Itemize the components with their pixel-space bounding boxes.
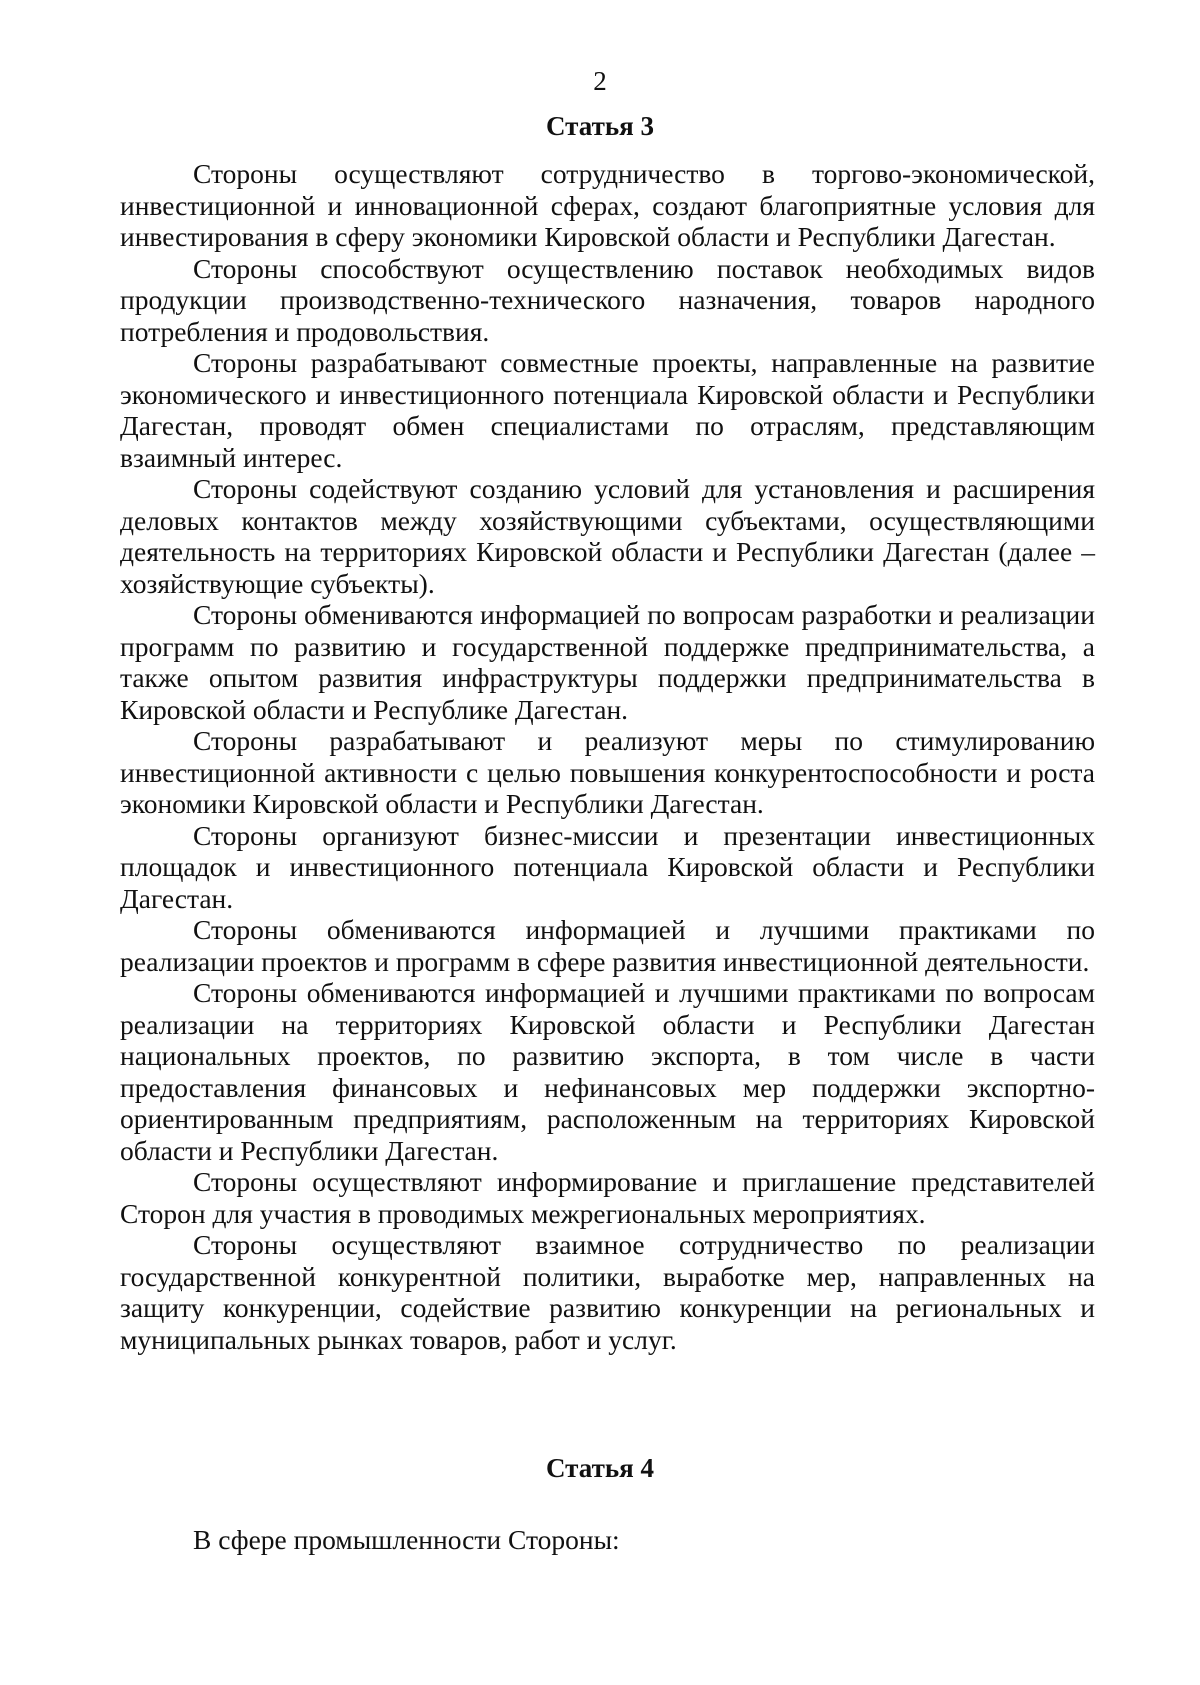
article-4-heading: Статья 4 <box>546 1453 654 1483</box>
article-3-paragraph-11: Стороны осуществляют взаимное сотрудничество по реализации государственной конкурентной политики, выработке мер, направленных на защиту конкуренции, содействие развитию конкуренции на региональных и муниципальных рынках товаров, работ и услуг. <box>120 1229 1095 1355</box>
article-3-body <box>120 158 1095 1355</box>
article-3-paragraph-2: Стороны способствуют осуществлению поставок необходимых видов продукции производственно-технического назначения, товаров народного потребления и продовольствия. <box>120 252 1095 347</box>
article-3-heading: Статья 3 <box>546 111 654 141</box>
article-3-paragraph-1: Стороны осуществляют сотрудничество в торгово-экономической, инвестиционной и инновационной сферах, создают благоприятные условия для инвестирования в сферу экономики Кировской области и Республики Дагестан. <box>120 158 1095 252</box>
article-3-paragraph-7: Стороны организуют бизнес-миссии и презентации инвестиционных площадок и инвестиционного потенциала Кировской области и Республики Дагестан. <box>120 819 1095 914</box>
article-3-paragraph-3: Стороны разрабатывают совместные проекты, направленные на развитие экономического и инвестиционного потенциала Кировской области и Республики Дагестан, проводят обмен специалистами по отраслям, представляющим взаимный интерес. <box>120 347 1095 473</box>
page-number: 2 <box>593 66 607 96</box>
article-3-paragraph-4: Стороны содействуют созданию условий для установления и расширения деловых контактов между хозяйствующими субъектами, осуществляющими деятельность на территориях Кировской области и Республики Дагестан (далее – хозяйствующие субъекты). <box>120 473 1095 599</box>
article-4-intro: В сфере промышленности Стороны: <box>193 1524 620 1555</box>
article-3-paragraph-9: Стороны обмениваются информацией и лучшими практиками по вопросам реализации на территориях Кировской области и Республики Дагестан национальных проектов, по развитию экспорта, в том числе в части предоставления финансовых и нефинансовых мер поддержки экспортно-ориентированным предприятиям, расположенным на территориях Кировской области и Республики Дагестан. <box>120 977 1095 1166</box>
article-3-paragraph-5: Стороны обмениваются информацией по вопросам разработки и реализации программ по развитию и государственной поддержке предпринимательства, а также опытом развития инфраструктуры поддержки предпринимательства в Кировской области и Республике Дагестан. <box>120 599 1095 725</box>
article-3-paragraph-10: Стороны осуществляют информирование и приглашение представителей Сторон для участия в проводимых межрегиональных мероприятиях. <box>120 1166 1095 1229</box>
article-4-body <box>120 1524 1095 1556</box>
article-3-paragraph-8: Стороны обмениваются информацией и лучшими практиками по реализации проектов и программ в сфере развития инвестиционной деятельности. <box>120 914 1095 977</box>
article-3-paragraph-6: Стороны разрабатывают и реализуют меры по стимулированию инвестиционной активности с целью повышения конкурентоспособности и роста экономики Кировской области и Республики Дагестан. <box>120 725 1095 819</box>
